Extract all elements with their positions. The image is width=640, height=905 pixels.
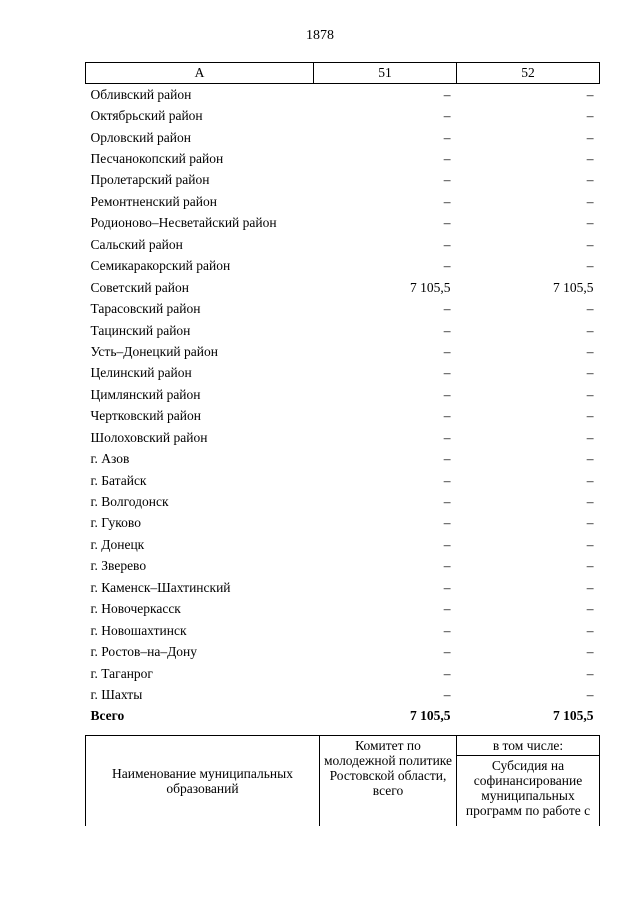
table-row [86,448,600,469]
value-col-52: – [586,494,594,510]
value-col-52: – [586,193,594,209]
table-row [86,384,600,405]
municipality-name: г. Новошахтинск [90,622,187,638]
municipality-name: Родионово–Несветайский район [90,215,277,231]
value-col-51: – [443,172,451,188]
table-row [86,277,600,298]
municipality-name: Всего [90,708,125,724]
table-row [86,663,600,684]
value-col-52: – [586,86,594,102]
value-col-52: – [586,129,594,145]
table-row [86,556,600,577]
table-row [86,641,600,662]
value-col-51: – [443,86,451,102]
value-col-52: – [586,665,594,681]
municipality-name: г. Таганрог [90,665,153,681]
value-col-52: – [586,301,594,317]
value-col-51: 7 105,5 [410,279,451,295]
value-col-52: – [586,108,594,124]
value-col-51: – [443,601,451,617]
table-row [86,105,600,126]
value-col-51: – [443,558,451,574]
value-col-51: – [443,301,451,317]
municipality-name: Шолоховский район [90,429,208,445]
value-col-51: – [443,322,451,338]
table-row [86,127,600,148]
value-col-52: – [586,386,594,402]
data-table [85,62,600,727]
value-col-51: – [443,386,451,402]
column-header-a: А [86,63,314,84]
table-row [86,513,600,534]
value-col-51: – [443,451,451,467]
table-row [86,470,600,491]
table-row [86,148,600,169]
value-col-52: – [586,472,594,488]
value-col-51: – [443,193,451,209]
municipality-name: Советский район [90,279,189,295]
municipality-name: Тарасовский район [90,301,201,317]
municipality-name: г. Батайск [90,472,147,488]
value-col-51: – [443,665,451,681]
municipality-name: Цимлянский район [90,386,201,402]
value-col-51: – [443,365,451,381]
table-row [86,534,600,555]
table-row [86,170,600,191]
value-col-52: 7 105,5 [553,279,594,295]
municipality-name: г. Азов [90,451,130,467]
subsidy-header: Субсидия на софинансирование муниципальных программ по работе с [457,756,600,827]
value-col-52: – [586,365,594,381]
value-col-52: – [586,151,594,167]
municipality-name: Усть–Донецкий район [90,343,218,359]
value-col-52: – [586,644,594,660]
municipality-name: г. Каменск–Шахтинский [90,579,231,595]
value-col-51: – [443,515,451,531]
municipality-name: Пролетарский район [90,172,210,188]
table-row [86,599,600,620]
value-col-51: – [443,494,451,510]
value-col-51: – [443,343,451,359]
value-col-51: – [443,536,451,552]
value-col-52: – [586,536,594,552]
table-row [86,234,600,255]
value-col-52: – [586,622,594,638]
value-col-51: 7 105,5 [410,708,451,724]
value-col-52: – [586,601,594,617]
total-row [86,706,600,727]
municipality-name: г. Шахты [90,686,143,702]
value-col-51: – [443,644,451,660]
value-col-52: 7 105,5 [553,708,594,724]
including-header: в том числе: [457,736,600,756]
municipality-name: Песчанокопский район [90,151,224,167]
table-row [86,406,600,427]
committee-header: Комитет по молодежной политике Ростовской области, всего [320,736,457,827]
municipality-name: Семикаракорский район [90,258,231,274]
value-col-52: – [586,429,594,445]
municipality-name: Орловский район [90,129,191,145]
table-row [86,491,600,512]
municipality-name: Обливский район [90,86,192,102]
municipality-name: Тацинский район [90,322,191,338]
table-row [86,213,600,234]
value-col-52: – [586,558,594,574]
value-col-51: – [443,151,451,167]
table-row [86,363,600,384]
value-col-52: – [586,258,594,274]
table-row [86,298,600,319]
municipality-name: Чертковский район [90,408,201,424]
value-col-51: – [443,686,451,702]
table-row [86,84,600,106]
value-col-51: – [443,129,451,145]
municipality-name: Октябрьский район [90,108,203,124]
value-col-52: – [586,451,594,467]
municipality-name: г. Ростов–на–Дону [90,644,198,660]
column-header-51: 51 [314,63,457,84]
value-col-51: – [443,408,451,424]
page-number: 1878 [306,28,334,43]
value-col-51: – [443,429,451,445]
table-row [86,620,600,641]
municipality-name: г. Донецк [90,536,145,552]
table-row [86,320,600,341]
value-col-52: – [586,322,594,338]
table-row [86,191,600,212]
municipality-name: Целинский район [90,365,192,381]
value-col-52: – [586,236,594,252]
table-row [86,427,600,448]
column-header-row [86,63,600,84]
next-table-header [85,735,600,826]
column-header-52: 52 [457,63,600,84]
value-col-52: – [586,686,594,702]
value-col-51: – [443,472,451,488]
municipality-name: Ремонтненский район [90,193,217,209]
municipality-name: г. Волгодонск [90,494,169,510]
value-col-52: – [586,172,594,188]
table-row [86,684,600,705]
value-col-52: – [586,408,594,424]
table-row [86,341,600,362]
value-col-52: – [586,343,594,359]
value-col-51: – [443,215,451,231]
municipality-name: г. Зверево [90,558,147,574]
table-row [86,577,600,598]
value-col-51: – [443,579,451,595]
value-col-52: – [586,215,594,231]
municipality-name-header: Наименование муниципальных образований [86,736,320,827]
municipality-name: г. Новочеркасск [90,601,181,617]
table-row [86,256,600,277]
municipality-name: Сальский район [90,236,183,252]
municipality-name: г. Гуково [90,515,141,531]
value-col-51: – [443,108,451,124]
value-col-51: – [443,236,451,252]
value-col-52: – [586,579,594,595]
value-col-51: – [443,622,451,638]
value-col-51: – [443,258,451,274]
value-col-52: – [586,515,594,531]
